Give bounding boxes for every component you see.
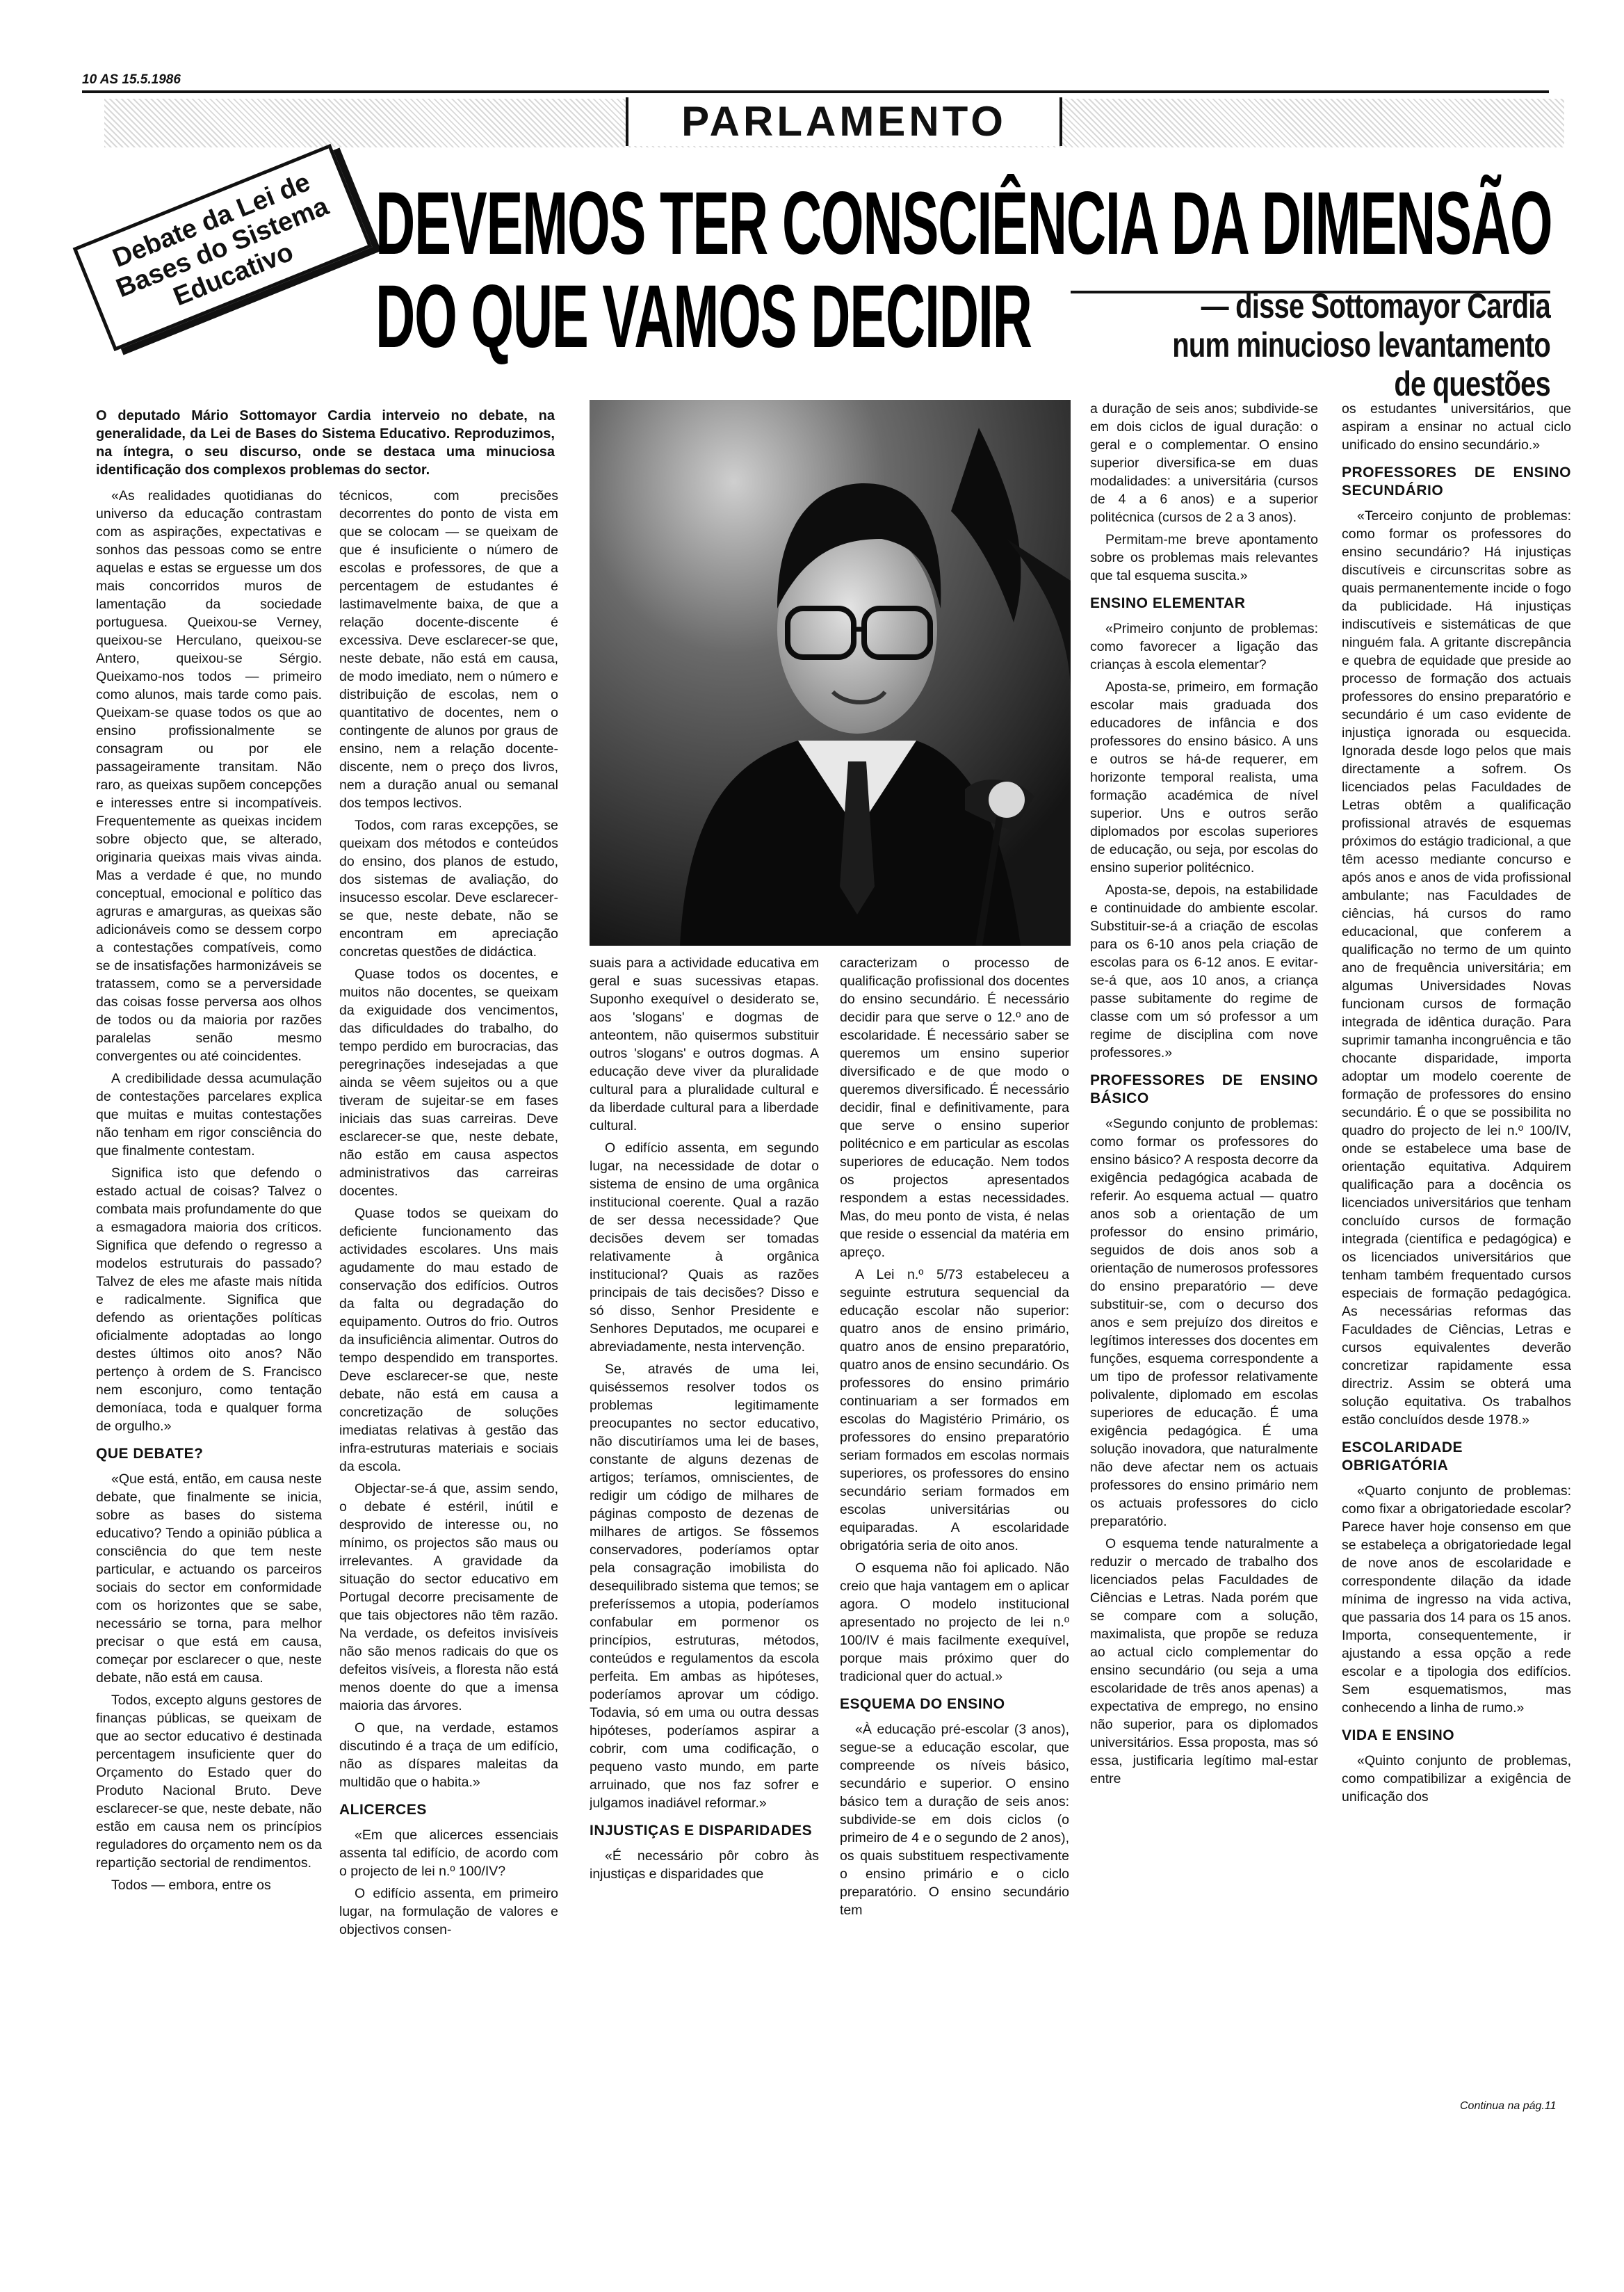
paragraph: Todos — embora, entre os bbox=[111, 1878, 271, 1893]
paragraph: O edifício assenta, em primeiro lugar, na formulação de valores e objectivos consen- bbox=[339, 1886, 558, 1937]
paragraph: Quase todos se queixam do deficiente funcionamento das actividades escolares. Uns mais agudamente do mau estado de conservação dos edifícios. Outros da falta ou degradação do equipamento. Outros do frio. Outros da insuficiência alimentar. Outros do tempo despendido em transportes. Deve esclarecer-se que, neste debate, não está em causa a concretização de soluções imediatas relativas à gestão das infra-estruturas materiais e sociais da escola. bbox=[339, 1206, 558, 1474]
paragraph: A Lei n.º 5/73 estabeleceu a seguinte estrutura sequencial da educação escolar não superior: quatro anos de ensino primário, quatro anos de ensino preparatório, quatro anos de ensino secundário. Os professores do ensino primário continuariam a ser formados em escolas do Magistério Primário, os professores do ensino preparatório seriam formados em escolas normais superiores, os professores do ensino secundário seriam formados em escolas universitárias ou equiparadas. A escolaridade obrigatória seria de oito anos. bbox=[840, 1267, 1069, 1553]
subheading: ESQUEMA DO ENSINO bbox=[840, 1696, 1005, 1712]
subheading: PROFESSORES DE ENSINO SECUNDÁRIO bbox=[1342, 465, 1571, 499]
continued-note: Continua na pág.11 bbox=[1460, 2100, 1557, 2112]
page-folio: 10 AS 15.5.1986 bbox=[82, 72, 181, 87]
speaker-photo-svg bbox=[590, 400, 1071, 946]
paragraph: Permitam-me breve apontamento sobre os problemas mais relevantes que tal esquema suscita.» bbox=[1090, 532, 1318, 583]
paragraph: O esquema tende naturalmente a reduzir o mercado de trabalho dos licenciados pelas Faculdades de Ciências e Letras. Nada porém que se compare com a solução, maximalista, que propõe se reduza ao actual ciclo complementar do ensino secundário (ou seja a uma escolaridade de três anos apenas) a expectativa de emprego, no ensino não superior, para os diplomados universitários. Essa proposta, mas só essa, justificaria legítimo mal-estar entre bbox=[1090, 1536, 1318, 1786]
subheading: ENSINO ELEMENTAR bbox=[1090, 595, 1246, 611]
header-rule bbox=[82, 90, 1549, 93]
paragraph: «Primeiro conjunto de problemas: como favorecer a ligação das crianças à escola elementar? bbox=[1090, 621, 1318, 672]
column-6 bbox=[1342, 400, 1571, 2111]
paragraph: Objectar-se-á que, assim sendo, o debate é estéril, inútil e desprovido de interesse ou, no mínimo, os projectos são maus ou irrelevantes. A gravidade da situação do sector educativo em Portugal decorre precisamente de que tais objectores não têm razão. Na verdade, os defeitos invisíveis não são menos radicais do que os defeitos visíveis, a floresta não está menos doente do que a imensa maioria das árvores. bbox=[339, 1481, 558, 1713]
paragraph: «Terceiro conjunto de problemas: como formar os professores do ensino secundário? Há injustiças discutíveis e circunscritas sobre as quais permanentemente incide o fogo da publicidade. Há injustiças indiscutíveis e sistemáticas de que ninguém fala. A gritante discrepância e quebra de equidade que preside ao processo de formação dos actuais professores do ensino preparatório e secundário é um caso evidente de injustiça ignorada ou esquecida. Ignorada desde logo pelos que mais directamente a sofrem. Os licenciados pelas Faculdades de Letras obtêm a qualificação profissional através de esquemas próximos do estágio tradicional, a que têm acesso mediante concurso e após anos e anos de vida profissional ambulante; nas Faculdades de ciências, há cursos do ramo educacional, que conferem a qualificação no termo de um quinto ano de frequência universitária; em algumas Universidades Novas funcionam cursos de formação integrada de idêntica duração. Para suprimir tamanha incongruência e tão chocante disparidade, importa adoptar um modelo coerente de formação de professores do ensino secundário. É o que se possibilita no quadro do projecto de lei n.º 100/IV, onde se estabelece uma base de orientação equitativa. Adquirem qualificação para a docência os licenciados universitários que tenham concluído cursos de formação integrada (científica e pedagógica) e os licenciados universitários que tenham também frequentado cursos especiais de formação pedagógica. As necessárias reformas das Faculdades de Ciências, Letras e cursos equivalentes deverão concretizar rapidamente essa directriz. Assim se obterá uma solução equitativa. Os trabalhos estão concluídos desde 1978.» bbox=[1342, 508, 1571, 1428]
column-2 bbox=[339, 487, 558, 2086]
paragraph: técnicos, com precisões decorrentes do ponto de vista em que se colocam — se queixam de que é insuficiente o número de escolas e professores, de que a percentagem de estudantes é lastimavelmente baixa, de que a relação docente-discente é excessiva. Deve esclarecer-se que, neste debate, não está em causa, de modo imediato, nem o número e distribuição de escolas, nem o quantitativo de docentes, nem o contingente de alunos por graus de ensino, nem a relação docente-discente, nem o preço dos livros, nem a duração anual ou semanal dos tempos lectivos. bbox=[339, 488, 558, 811]
column-5 bbox=[1090, 400, 1318, 2111]
headline-line-1: DEVEMOS TER CONSCIÊNCIA DA DIMENSÃO bbox=[375, 174, 1552, 273]
column-1 bbox=[96, 487, 322, 2086]
paragraph: O que, na verdade, estamos discutindo é a traça de um edifício, não as díspares maleitas da multidão que o habita.» bbox=[339, 1720, 558, 1790]
subheading: ALICERCES bbox=[339, 1802, 427, 1818]
column-4 bbox=[840, 954, 1069, 2088]
paragraph: caracterizam o processo de qualificação profissional dos docentes do ensino secundário. É necessário decidir para que serve o 12.º ano de escolaridade. É necessário saber se queremos um ensino superior diversificado e de que modo o queremos diversificado. É necessário decidir, final e definitivamente, para que serve o ensino superior politécnico e em particular as escolas superiores de educação. Nem todos os projectos apresentados respondem a estas necessidades. Mas, do meu ponto de vista, é nelas que reside o essencial da matéria em apreço. bbox=[840, 955, 1069, 1260]
paragraph: Se, através de uma lei, quiséssemos resolver todos os problemas legitimamente preocupantes no sector educativo, não discutiríamos uma lei de bases, constante de alguns dezenas de artigos; teríamos, omniscientes, de redigir um código de milhares de páginas composto de dezenas de milhares de artigos. Se fôssemos conservadores, poderíamos optar pela consagração imobilista do desequilibrado sistema que temos; se preferíssemos a utopia, poderíamos confabular em pormenor os princípios, estruturas, métodos, conteúdos e regulamentos da escola perfeita. Em ambas as hipóteses, poderíamos aprovar um código. Todavia, só em uma ou outra dessas hipóteses, poderíamos aspirar a cobrir, com uma codificação, o pequeno vasto mundo, em parte arruinado, que nos faz sofrer e julgamos inadiável reformar.» bbox=[590, 1362, 819, 1811]
paragraph: «Quinto conjunto de problemas, como compatibilizar a exigência de unificação dos bbox=[1342, 1753, 1571, 1805]
paragraph: Aposta-se, depois, na estabilidade e continuidade do ambiente escolar. Substituir-se-á a criação de escolas para os 6-10 anos pela criação de escolas para os 6-12 anos. E evitar-se-á que, aos 10 anos, a criança passe subitamente do regime de classe com um só professor a um regime de disciplina com nove professores.» bbox=[1090, 882, 1318, 1060]
paragraph: Todos, com raras excepções, se queixam dos métodos e conteúdos do ensino, dos planos de estudo, dos sistemas de avaliação, do insucesso escolar. Deve esclarecer-se que, neste debate, não se encontram em apreciação concretas questões de didáctica. bbox=[339, 818, 558, 960]
paragraph: O edifício assenta, em segundo lugar, na necessidade de dotar o sistema de ensino de uma orgânica institucional coerente. Qual a razão de ser dessa necessidade? Que decisões devem ser tomadas relativamente à orgânica institucional? Quais as razões principais de tais decisões? Disso e só disso, Senhor Presidente e Senhores Deputados, me ocuparei e abreviadamente, nesta intervenção. bbox=[590, 1140, 819, 1355]
paragraph: Todos, excepto alguns gestores de finanças públicas, se queixam de que ao sector educativo é destinada percentagem insuficiente quer do Orçamento do Estado quer do Produto Nacional Bruto. Deve esclarecer-se que, neste debate, não estão em causa nem os princípios reguladores do orçamento nem os da repartição sectorial de rendimentos. bbox=[96, 1693, 322, 1871]
paragraph: suais para a actividade educativa em geral e suas sucessivas etapas. Suponho exequível o desiderato se, aos 'slogans' e dogmas de anteontem, não quisermos substituir outros 'slogans' e outros dogmas. A educação deve viver da pluralidade cultural para a pluralidade cultural e da liberdade cultural para a liberdade cultural. bbox=[590, 955, 819, 1133]
lead-paragraph: O deputado Mário Sottomayor Cardia interveio no debate, na generalidade, da Lei de Bases do Sistema Educativo. Reproduzimos, na íntegra, o seu discurso, onde se destaca uma minuciosa identificação dos complexos problemas do sector. bbox=[96, 408, 555, 478]
paragraph: «As realidades quotidianas do universo da educação contrastam com as aspirações, expectativas e sonhos das pessoas como se entre aquelas e estas se erguesse um dos mais concorridos muros de lamentação da sociedade portuguesa. Queixou-se Verney, queixou-se Herculano, queixou-se Antero, queixou-se Sérgio. Queixamo-nos todos — primeiro como alunos, mais tarde como pais. Queixam-se quase todos os que ao ensino profissionalmente se consagram ou por ele passageiramente transitam. Não raro, as queixas supõem concepções e interesses entre si incompatíveis. Frequentemente as queixas incidem sobre objecto que, se alterado, originaria queixas mais vivas ainda. Mas a verdade é que, no mundo conceptual, emocional e político das agruras e amarguras, as queixas são adicionáveis como se dessem corpo a contestações compatíveis, como se de insatisfações harmonizáveis se tratassem, como se a perversidade das coisas fosse perversa aos olhos de todos ou da maioria por razões paralelas senão mesmo convergentes ou até coincidentes. bbox=[96, 488, 322, 1064]
paragraph: A credibilidade dessa acumulação de contestações parcelares explica que muitas e muitas contestações não tenham em rigor consciência do que finalmente contestam. bbox=[96, 1071, 322, 1159]
paragraph: Significa isto que defendo o estado actual de coisas? Talvez o combata mais profundamente do que a esmagadora maioria dos críticos. Significa que defendo o regresso a modelos estruturais do passado? Talvez de eles me afaste mais nítida e radicalmente. Significa que defendo as orientações políticas oficialmente adoptadas ao longo destes últimos oito anos? Não pertenço à ordem de S. Francisco nem esconjuro, como tentação demoníaca, toda e qualquer forma de orgulho.» bbox=[96, 1165, 322, 1434]
paragraph: os estudantes universitários, que aspiram a ensinar no actual ciclo unificado do ensino secundário.» bbox=[1342, 401, 1571, 453]
paragraph: O esquema não foi aplicado. Não creio que haja vantagem em o aplicar agora. O modelo institucional apresentado no projecto de lei n.º 100/IV é mais facilmente exequível, porque mais próximo quer do tradicional quer do actual.» bbox=[840, 1560, 1069, 1684]
subheading: QUE DEBATE? bbox=[96, 1446, 204, 1462]
column-3 bbox=[590, 954, 819, 2088]
paragraph: a duração de seis anos; subdivide-se em dois ciclos de igual duração: o geral e o complementar. O ensino superior diversifica-se em duas modalidades: a universitária (cursos de 4 a 6 anos) e a superior politécnica (cursos de 2 a 3 anos). bbox=[1090, 401, 1318, 525]
subheading: VIDA E ENSINO bbox=[1342, 1727, 1455, 1743]
paragraph: Quase todos os docentes, e muitos não docentes, se queixam da exiguidade dos vencimentos, das dificuldades do trabalho, do tempo perdido em burocracias, das peregrinações indesejadas a que ainda se vêem sujeitos ou a que tiveram de sujeitar-se em fases iniciais das suas carreiras. Deve esclarecer-se que, neste debate, não estão em causa aspectos administrativos das carreiras docentes. bbox=[339, 967, 558, 1199]
paragraph: «À educação pré-escolar (3 anos), segue-se a educação escolar, que compreende os níveis básico, secundário e superior. O ensino básico tem a duração de seis anos: subdivide-se em dois ciclos (o primeiro de 4 e o segundo de 2 anos), os quais substituem respectivamente o ensino primário e o ciclo preparatório. O ensino secundário tem bbox=[840, 1722, 1069, 1918]
paragraph: «Que está, então, em causa neste debate, que finalmente se inicia, sobre as bases do sistema educativo? Tendo a opinião pública a consciência do que tem neste particular, e actuando os parceiros sociais do sector em conformidade com os horizontes que se sabe, necessário se torna, para melhor precisar o que está em causa, começar por esclarecer o que, neste debate, não está em causa. bbox=[96, 1471, 322, 1686]
paragraph: Aposta-se, primeiro, em formação escolar mais graduada dos educadores de infância e dos professores do ensino básico. A uns e outros se há-de requerer, em horizonte temporal realista, uma formação académica de nível superior. Uns e outros serão diplomados por escolas superiores de educação, ou seja, por escolas do ensino superior politécnico. bbox=[1090, 679, 1318, 875]
subheading: ESCOLARIDADE OBRIGATÓRIA bbox=[1342, 1439, 1463, 1474]
paragraph: «Segundo conjunto de problemas: como formar os professores do ensino básico? A resposta decorre da exigência pedagógica acabada de referir. Ao esquema actual — quatro anos sob a orientação de um professor do ensino primário, seguidos de dois anos sob a orientação de numerosos professores do ensino preparatório — deve substituir-se, com o decurso dos anos e sem prejuízo dos direitos e legítimos interesses dos docentes em funções, esquema correspondente a um tipo de professor relativamente polivalente, diplomado em escolas superiores de educação. É uma exigência pedagógica. É uma solução inovadora, que naturalmente não deve afectar nem os actuais professores do ensino primário nem os actuais professores do ciclo preparatório. bbox=[1090, 1116, 1318, 1529]
debate-tag: Debate da Lei de Bases do Sistema Educativo bbox=[73, 144, 373, 351]
paragraph: «Em que alicerces essenciais assenta tal edifício, de acordo com o projecto de lei n.º 100/IV? bbox=[339, 1827, 558, 1879]
subheading: INJUSTIÇAS E DISPARIDADES bbox=[590, 1823, 813, 1839]
section-title: PARLAMENTO bbox=[626, 97, 1062, 146]
headline-line-2: DO QUE VAMOS DECIDIR bbox=[375, 267, 1032, 366]
paragraph: «Quarto conjunto de problemas: como fixar a obrigatoriedade escolar? Parece haver hoje consenso em que se estabeleça a obrigatoriedade legal de nove anos de escolaridade e correspondente dilação da idade mínima de ingresso na vida activa, que passaria dos 14 para os 15 anos. Importa, consequentemente, ir ajustando a essa opção a rede escolar e a tipologia dos edifícios. Sem esquematismos, mas conhecendo a linha de rumo.» bbox=[1342, 1483, 1571, 1716]
paragraph: «É necessário pôr cobro às injustiças e disparidades que bbox=[590, 1848, 819, 1882]
headline-subtitle: — disse Sottomayor Cardia num minucioso levantamento de questões bbox=[1172, 286, 1550, 403]
speaker-photo bbox=[590, 400, 1071, 946]
subheading: PROFESSORES DE ENSINO BÁSICO bbox=[1090, 1072, 1318, 1106]
